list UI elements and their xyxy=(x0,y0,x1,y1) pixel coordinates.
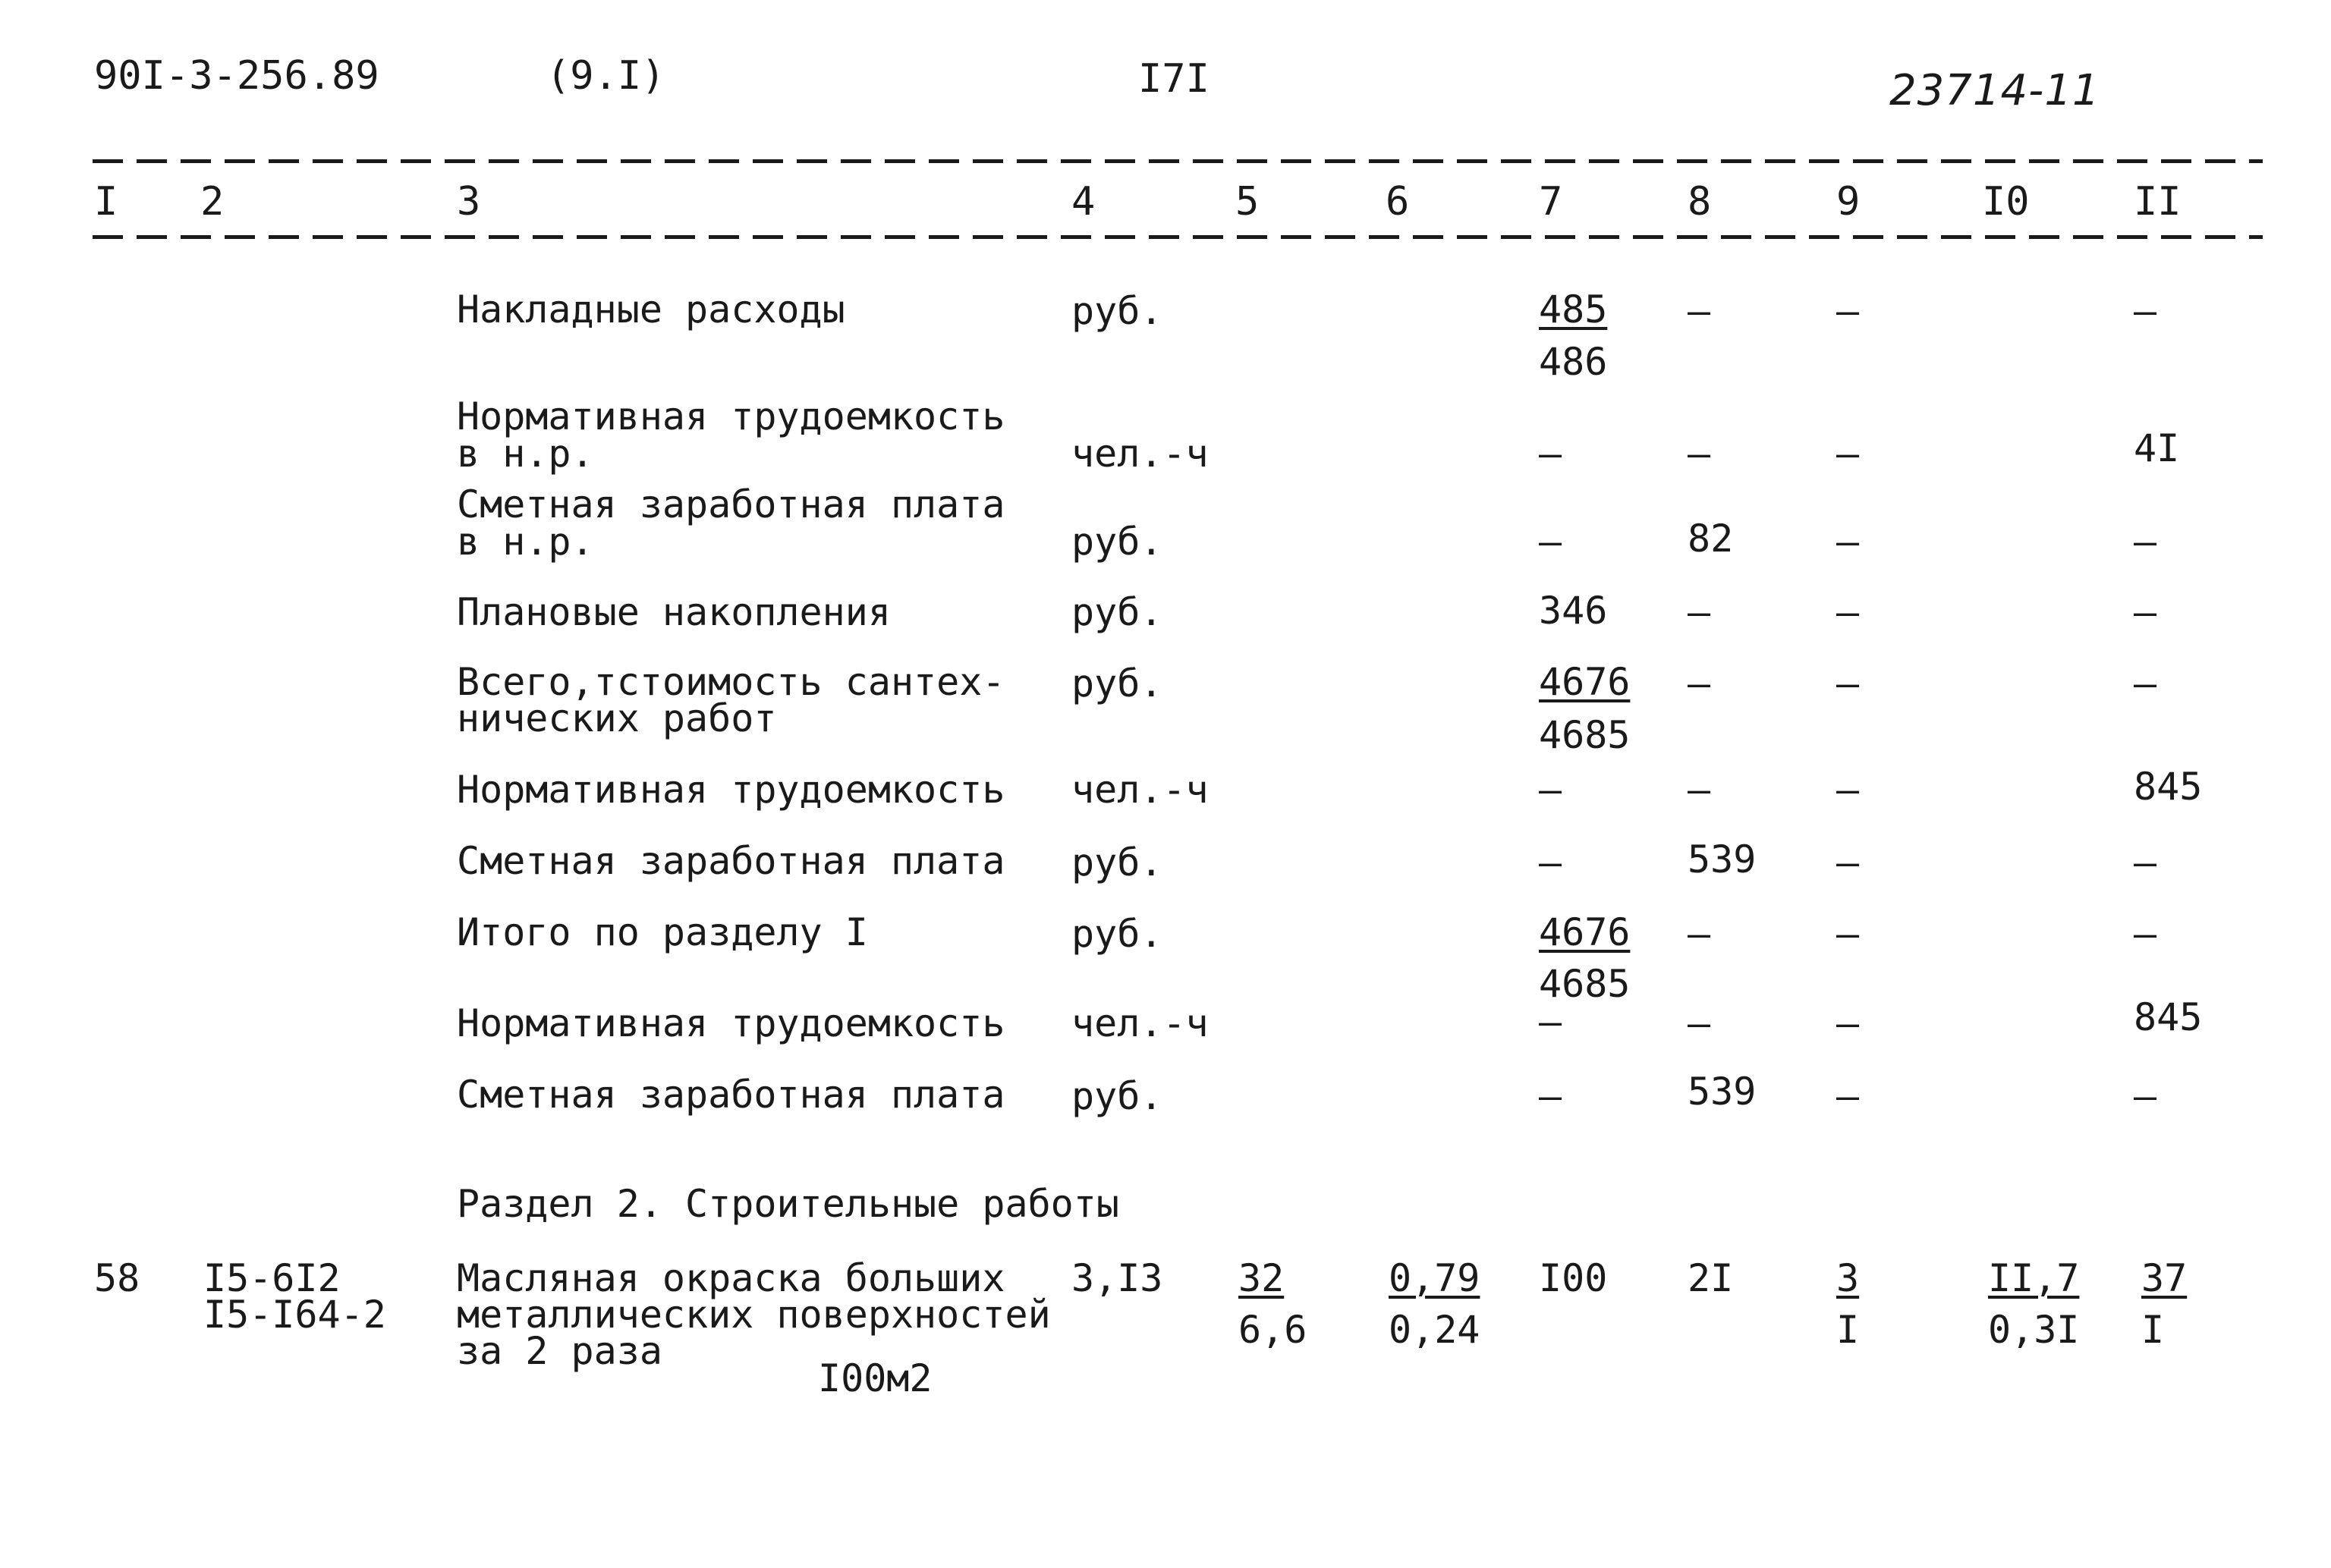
cell-col8: 539 xyxy=(1688,1070,1757,1114)
table-header-rule xyxy=(93,235,2263,239)
row-unit: руб. xyxy=(1071,661,1163,705)
table-top-rule xyxy=(93,159,2263,163)
cell-col5-top: 32 xyxy=(1238,1256,1285,1300)
row-unit: руб. xyxy=(1071,289,1163,333)
row-label: Сметная заработная плата xyxy=(457,1073,1005,1117)
handwritten-archive-number: 23714-11 xyxy=(1889,66,2100,115)
row-label: Итого по разделу I xyxy=(457,910,868,954)
cell-col8: – xyxy=(1688,768,1711,812)
section-title: Раздел 2. Строительные работы xyxy=(457,1182,1119,1226)
row-label-line1: Нормативная трудоемкость xyxy=(457,394,1005,438)
cell-col11: 845 xyxy=(2134,765,2203,809)
cell-col7: – xyxy=(1539,432,1562,476)
cell-col11: – xyxy=(2134,1074,2157,1118)
cell-col7: – xyxy=(1539,1000,1562,1044)
item-measure-unit: I00м2 xyxy=(818,1356,933,1400)
cell-col8: – xyxy=(1688,289,1711,333)
cell-col4: 3,I3 xyxy=(1071,1256,1163,1300)
section-code: (9.I) xyxy=(546,53,665,99)
cell-col9: – xyxy=(1836,841,1860,885)
row-unit: чел.-ч xyxy=(1071,432,1209,476)
row-label: Накладные расходы xyxy=(457,288,845,332)
column-header: 3 xyxy=(457,179,481,225)
cell-col11: – xyxy=(2134,520,2157,564)
cell-col6-top: 0,79 xyxy=(1389,1256,1480,1300)
cell-col11-bottom: I xyxy=(2141,1308,2165,1352)
column-header: I xyxy=(94,179,118,225)
row-unit: руб. xyxy=(1071,1074,1163,1118)
column-header: 4 xyxy=(1071,179,1096,225)
cell-col5-bottom: 6,6 xyxy=(1238,1308,1307,1352)
cell-col8: – xyxy=(1688,432,1711,476)
item-number: 58 xyxy=(94,1256,140,1300)
cell-col7-bottom: 4685 xyxy=(1539,962,1631,1006)
cell-col9: – xyxy=(1836,432,1860,476)
item-code-line2: I5-I64-2 xyxy=(203,1293,386,1337)
cell-col8: – xyxy=(1688,590,1711,634)
cell-col9: – xyxy=(1836,1074,1860,1118)
column-header: 2 xyxy=(200,179,225,225)
row-unit: руб. xyxy=(1071,912,1163,956)
cell-col11: – xyxy=(2134,841,2157,885)
row-unit: руб. xyxy=(1071,841,1163,885)
cell-col7-bottom: 4685 xyxy=(1539,713,1631,757)
cell-col9-bottom: I xyxy=(1836,1308,1860,1352)
row-label: Плановые накопления xyxy=(457,590,891,634)
cell-col7: I00 xyxy=(1539,1256,1608,1300)
row-label-line1: Всего,тстоимость сантех- xyxy=(457,660,1005,704)
cell-col7: 346 xyxy=(1539,589,1608,633)
cell-col7: – xyxy=(1539,520,1562,564)
cell-col8: 2I xyxy=(1688,1256,1734,1300)
cell-col11-top: 37 xyxy=(2141,1256,2188,1300)
item-desc-line1: Масляная окраска больших xyxy=(457,1256,1005,1300)
column-header: 8 xyxy=(1688,179,1712,225)
row-label-line1: Сметная заработная плата xyxy=(457,482,1005,526)
cell-col9: – xyxy=(1836,289,1860,333)
row-label: Нормативная трудоемкость xyxy=(457,768,1005,812)
cell-col9: – xyxy=(1836,912,1860,956)
cell-col11: – xyxy=(2134,590,2157,634)
column-header: 9 xyxy=(1836,179,1861,225)
cell-col7: – xyxy=(1539,768,1562,812)
cell-col7: – xyxy=(1539,841,1562,885)
cell-col7-top: 4676 xyxy=(1539,910,1631,954)
row-unit: чел.-ч xyxy=(1071,768,1209,812)
cell-col11: – xyxy=(2134,912,2157,956)
column-header: I0 xyxy=(1982,179,2030,225)
column-header: 6 xyxy=(1386,179,1410,225)
item-code-line1: I5-6I2 xyxy=(203,1256,341,1300)
cell-col10-top: II,7 xyxy=(1988,1256,2080,1300)
cell-col11: – xyxy=(2134,289,2157,333)
row-label: Сметная заработная плата xyxy=(457,839,1005,883)
cell-col8: – xyxy=(1688,661,1711,705)
cell-col7-top: 4676 xyxy=(1539,660,1631,704)
row-label-line2: нических работ xyxy=(457,696,777,740)
cell-col9: – xyxy=(1836,661,1860,705)
row-label-line2: в н.р. xyxy=(457,520,594,564)
cell-col8: – xyxy=(1688,1001,1711,1045)
cell-col10-bottom: 0,3I xyxy=(1988,1308,2080,1352)
cell-col8: – xyxy=(1688,912,1711,956)
cell-col8: 82 xyxy=(1688,517,1734,561)
column-header: II xyxy=(2134,179,2182,225)
item-desc-line2: металлических поверхностей xyxy=(457,1293,1051,1337)
page-number: I7I xyxy=(1138,56,1210,102)
row-unit: чел.-ч xyxy=(1071,1001,1209,1045)
cell-col9: – xyxy=(1836,768,1860,812)
cell-col11: 845 xyxy=(2134,995,2203,1039)
document-code: 90I-3-256.89 xyxy=(94,53,379,99)
cell-col11: – xyxy=(2134,661,2157,705)
cell-col7-bottom: 486 xyxy=(1539,340,1608,384)
cell-col9-top: 3 xyxy=(1836,1256,1860,1300)
cell-col7: – xyxy=(1539,1074,1562,1118)
cell-col6-bottom: 0,24 xyxy=(1389,1308,1480,1352)
cell-col9: – xyxy=(1836,590,1860,634)
cell-col11: 4I xyxy=(2134,426,2180,470)
cell-col8: 539 xyxy=(1688,837,1757,881)
cell-col7-top: 485 xyxy=(1539,288,1608,332)
row-unit: руб. xyxy=(1071,520,1163,564)
row-label: Нормативная трудоемкость xyxy=(457,1001,1005,1045)
column-header: 7 xyxy=(1539,179,1563,225)
item-desc-line3: за 2 раза xyxy=(457,1329,662,1373)
row-label-line2: в н.р. xyxy=(457,432,594,476)
row-unit: руб. xyxy=(1071,590,1163,634)
column-header: 5 xyxy=(1235,179,1260,225)
cell-col9: – xyxy=(1836,520,1860,564)
cell-col9: – xyxy=(1836,1001,1860,1045)
